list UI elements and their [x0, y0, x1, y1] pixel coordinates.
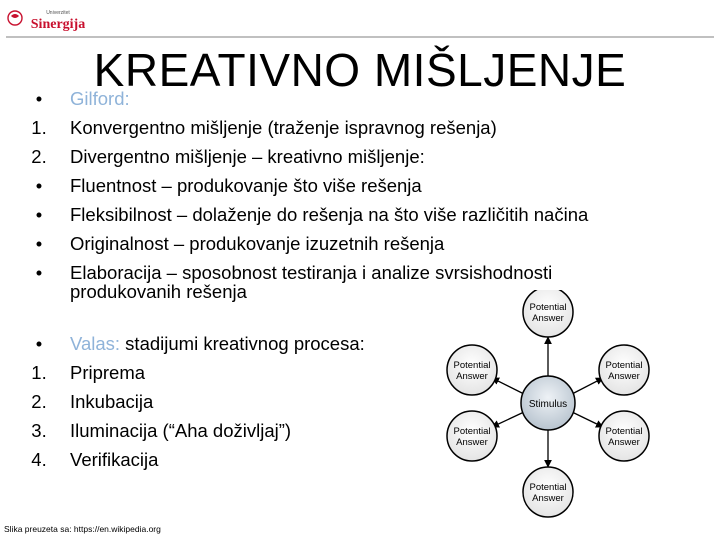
- answer-label: Potential: [453, 360, 491, 371]
- answer-label: Potential: [605, 360, 643, 371]
- list-marker: •: [35, 204, 43, 225]
- bullet-marker: •: [35, 333, 43, 354]
- list-marker: 2.: [31, 391, 47, 412]
- list-item: [22, 113, 702, 142]
- guilford-heading: Gilford:: [70, 88, 130, 109]
- arrow-upper-left: [492, 378, 524, 394]
- answer-node-lower-left: [447, 411, 497, 461]
- header-rule: [6, 36, 714, 38]
- page-title: KREATIVNO MIŠLJENJE: [93, 44, 627, 96]
- list-item: [22, 171, 702, 200]
- list-item: [22, 200, 702, 229]
- wallas-name: Valas:: [70, 333, 121, 354]
- list-marker: 3.: [31, 420, 47, 441]
- list-text: Originalnost – produkovanje izuzetnih rešenja: [70, 233, 445, 254]
- answer-label: Potential: [529, 482, 567, 493]
- bullet-marker: •: [35, 88, 43, 109]
- list-text: Inkubacija: [70, 391, 154, 412]
- list-marker: 2.: [31, 146, 47, 167]
- answer-node-lower-right: [599, 411, 649, 461]
- answer-label: Answer: [608, 371, 640, 382]
- list-text: produkovanih rešenja: [70, 281, 247, 302]
- answer-node-upper-right: [599, 345, 649, 395]
- arrow-lower-left: [492, 412, 524, 427]
- answer-label: Potential: [605, 426, 643, 437]
- wallas-heading: stadijumi kreativnog procesa:: [120, 333, 365, 354]
- answer-label: Potential: [453, 426, 491, 437]
- list-marker: 1.: [31, 117, 47, 138]
- logo-small-text: Univerzitet: [46, 10, 70, 16]
- list-marker: •: [35, 233, 43, 254]
- list-item: [22, 229, 702, 258]
- list-text: Divergentno mišljenje – kreativno mišljenje:: [70, 146, 425, 167]
- answer-node-upper-left: [447, 345, 497, 395]
- arrow-lower-right: [572, 412, 603, 427]
- stimulus-label: Stimulus: [528, 399, 568, 410]
- stimulus-node: [521, 376, 575, 430]
- list-item: [22, 84, 702, 113]
- list-text: Konvergentno mišljenje (traženje ispravnog rešenja): [70, 117, 497, 138]
- university-logo: [6, 4, 96, 34]
- list-text: Fluentnost – produkovanje što više rešenja: [70, 175, 422, 196]
- image-credit: Slika preuzeta sa: https://en.wikipedia.org: [4, 524, 161, 534]
- list-marker: •: [35, 175, 43, 196]
- answer-label: Answer: [456, 371, 488, 382]
- logo-name: Sinergija: [30, 17, 86, 32]
- list-marker: 1.: [31, 362, 47, 383]
- answer-label: Answer: [608, 437, 640, 448]
- list-marker: •: [35, 262, 43, 283]
- list-text: Priprema: [70, 362, 146, 383]
- list-text: Elaboracija – sposobnost testiranja i analize svrsishodnosti: [70, 262, 553, 283]
- answer-node-top: [523, 290, 573, 337]
- arrow-upper-right: [572, 378, 603, 394]
- list-item: [22, 142, 702, 171]
- divergent-thinking-diagram: [440, 290, 655, 520]
- list-marker: 4.: [31, 449, 47, 470]
- list-text: Fleksibilnost – dolaženje do rešenja na što više različitih načina: [70, 204, 589, 225]
- list-text: Iluminacija (“Aha doživljaj”): [70, 420, 292, 441]
- answer-label: Answer: [456, 437, 488, 448]
- answer-label: Potential: [529, 302, 567, 313]
- answer-label: Answer: [532, 313, 564, 324]
- list-text: Verifikacija: [70, 449, 159, 470]
- answer-label: Answer: [532, 493, 564, 504]
- answer-node-bottom: [523, 467, 573, 517]
